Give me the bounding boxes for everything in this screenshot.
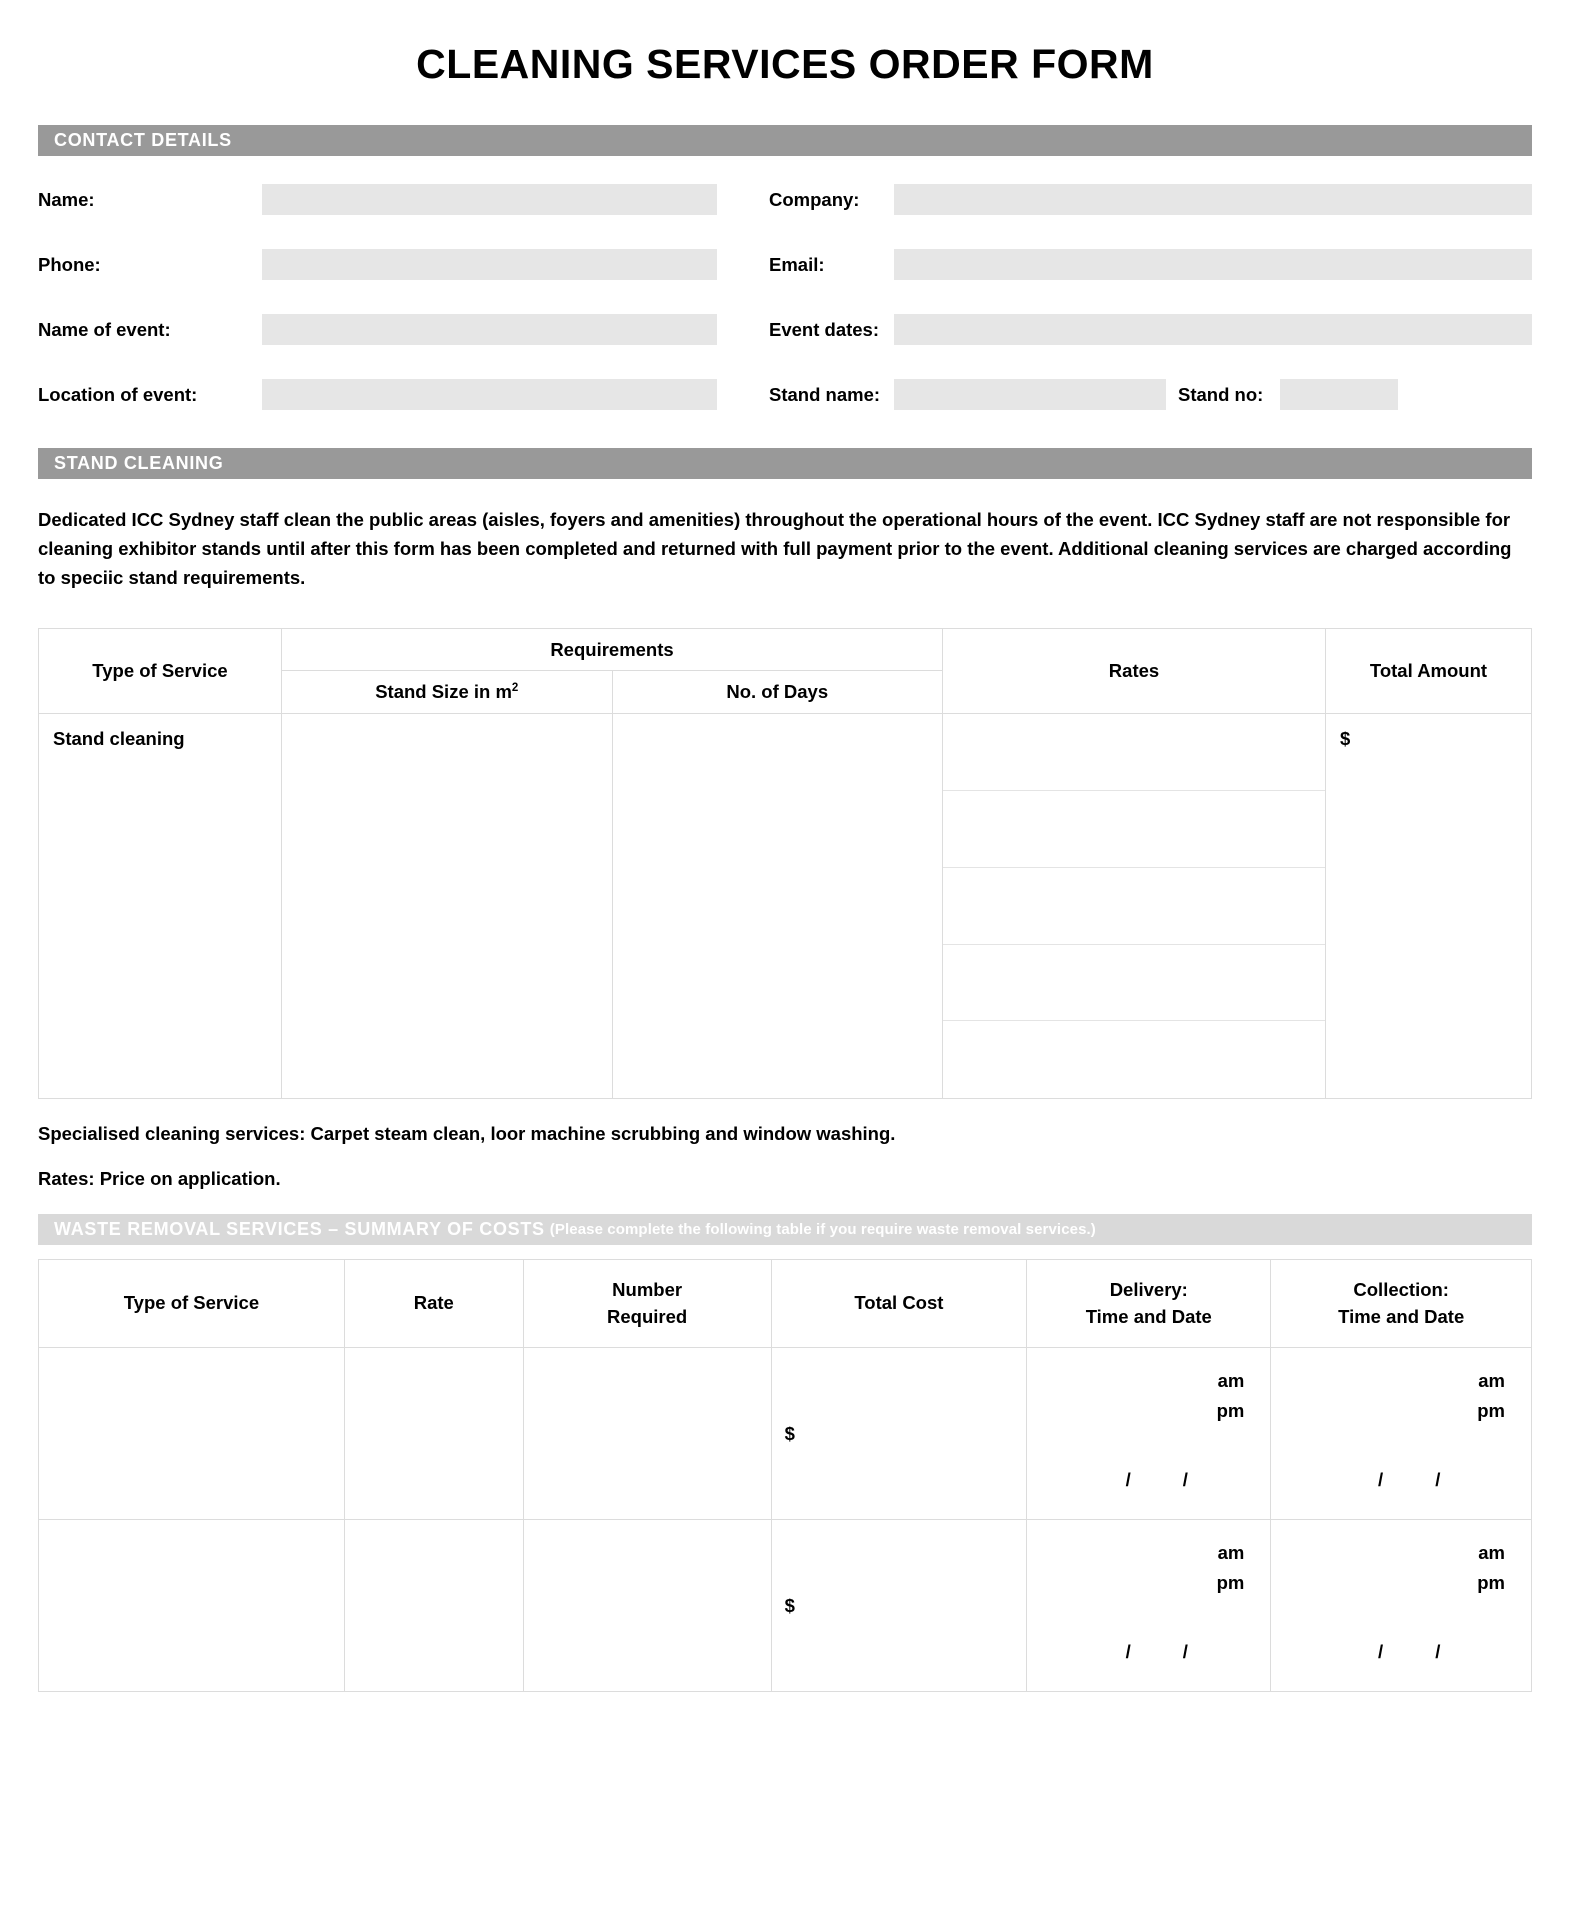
col-header-stand-size-text: Stand Size in m [375,681,512,703]
col-header-waste-delivery [1027,1260,1271,1348]
collection-pm-label[interactable]: pm [1477,1400,1505,1422]
cell-waste-number-required-input[interactable] [523,1348,771,1520]
rate-slot-4[interactable] [943,945,1325,1022]
cell-no-of-days-input[interactable] [612,714,943,1099]
section-header-waste-removal-note: (Please complete the following table if you require waste removal services.) [549,1221,1096,1239]
input-stand-name[interactable] [894,379,1166,410]
input-name-of-event[interactable] [262,314,717,345]
rate-slot-5[interactable] [943,1021,1325,1098]
page-title: CLEANING SERVICES ORDER FORM [416,41,1154,87]
delivery-date-separators [1027,1641,1270,1663]
cell-waste-type-of-service-input[interactable] [39,1520,345,1692]
contact-row-location-stand [38,377,1532,412]
waste-removal-table-body [39,1348,1532,1692]
delivery-am-label[interactable]: am [1217,1370,1245,1392]
col-header-requirements: Requirements [282,629,943,671]
delivery-ampm-group [1217,1366,1245,1426]
contact-row-phone-email [38,247,1532,282]
cell-waste-delivery-time-date[interactable] [1027,1348,1271,1520]
table-header-row [39,629,1532,671]
input-name[interactable] [262,184,717,215]
collection-date-slash-2: / [1435,1641,1441,1663]
collection-am-label[interactable]: am [1478,1542,1505,1564]
col-header-stand-size-superscript: 2 [511,682,519,695]
contact-row-name-company [38,182,1532,217]
col-header-no-of-days: No. of Days [612,671,943,714]
col-header-number-line1: Number [612,1278,683,1300]
input-stand-no[interactable] [1280,379,1398,410]
col-header-collection-line2: Time and Date [1338,1305,1465,1327]
collection-ampm-group [1477,1538,1505,1598]
currency-symbol: $ [1340,728,1351,750]
section-header-contact-details [38,125,1532,156]
cell-waste-rate-input[interactable] [344,1520,523,1692]
col-header-total-amount: Total Amount [1326,629,1532,714]
delivery-ampm-group [1217,1538,1245,1598]
cell-waste-total-cost-input[interactable] [771,1348,1027,1520]
col-header-delivery-line1: Delivery: [1109,1278,1188,1300]
label-stand-name: Stand name: [769,383,881,405]
input-event-dates[interactable] [894,314,1532,345]
collection-date-separators [1271,1469,1531,1491]
collection-am-label[interactable]: am [1478,1370,1505,1392]
cell-waste-collection-time-date[interactable] [1271,1520,1532,1692]
stand-cleaning-table [38,628,1532,1099]
collection-date-slash-1: / [1378,1641,1384,1663]
col-header-rates: Rates [943,629,1326,714]
currency-symbol: $ [784,1594,795,1616]
section-header-stand-cleaning-label: STAND CLEANING [54,453,224,474]
cell-type-of-service: Stand cleaning [39,714,282,1099]
col-header-waste-type-of-service: Type of Service [39,1260,345,1348]
cell-stand-size-input[interactable] [282,714,613,1099]
col-header-collection-line1: Collection: [1353,1278,1449,1300]
stand-cleaning-table-head [39,629,1532,714]
collection-pm-label[interactable]: pm [1477,1572,1505,1594]
table-row [39,714,1532,1099]
label-stand-no: Stand no: [1178,383,1264,405]
delivery-date-slash-1: / [1125,1469,1131,1491]
section-header-waste-removal-label: WASTE REMOVAL SERVICES – SUMMARY OF COSTS [54,1219,545,1240]
col-header-waste-total-cost: Total Cost [771,1260,1027,1348]
col-header-waste-number-required [523,1260,771,1348]
cell-waste-collection-time-date[interactable] [1271,1348,1532,1520]
col-header-stand-size [282,671,613,714]
table-row [39,1348,1532,1520]
delivery-date-slash-1: / [1125,1641,1131,1663]
note-specialised-cleaning: Specialised cleaning services: Carpet steam clean, loor machine scrubbing and window washing. [38,1123,896,1145]
collection-date-separators [1271,1641,1531,1663]
currency-symbol: $ [784,1422,795,1444]
contact-details-grid [38,156,1532,412]
rate-slot-3[interactable] [943,868,1325,945]
section-header-stand-cleaning [38,448,1532,479]
delivery-pm-label[interactable]: pm [1216,1400,1245,1422]
cell-waste-delivery-time-date[interactable] [1027,1520,1271,1692]
delivery-date-slash-2: / [1182,1469,1188,1491]
label-event-dates: Event dates: [769,318,880,340]
stand-cleaning-description: Dedicated ICC Sydney staff clean the public areas (aisles, foyers and amenities) throughout the operational hours of the event. ICC Sydney staff are not responsible for cleaning exhibitor stands until after this form has been completed and returned with full payment prior to the event. Additional cleaning services are charged according to speciic stand requirements. [38,509,1512,589]
label-name-of-event: Name of event: [38,318,171,340]
collection-date-slash-2: / [1435,1469,1441,1491]
cell-waste-number-required-input[interactable] [523,1520,771,1692]
label-name: Name: [38,188,95,210]
input-email[interactable] [894,249,1532,280]
cell-waste-total-cost-input[interactable] [771,1520,1027,1692]
section-header-waste-removal [38,1214,1532,1245]
input-location-of-event[interactable] [262,379,717,410]
table-row [39,1520,1532,1692]
rate-slot-1[interactable] [943,714,1325,791]
note-rates-price-on-application: Rates: Price on application. [38,1167,281,1189]
rate-slot-2[interactable] [943,791,1325,868]
col-header-waste-rate: Rate [344,1260,523,1348]
section-header-contact-details-label: CONTACT DETAILS [54,130,232,151]
delivery-am-label[interactable]: am [1217,1542,1245,1564]
waste-removal-table-head [39,1260,1532,1348]
stand-cleaning-table-body [39,714,1532,1099]
col-header-delivery-line2: Time and Date [1085,1305,1212,1327]
contact-row-event-name-dates [38,312,1532,347]
cell-total-amount-input[interactable] [1326,714,1532,1099]
cell-rates-group [943,714,1326,1099]
input-phone[interactable] [262,249,717,280]
cell-waste-rate-input[interactable] [344,1348,523,1520]
col-header-number-line2: Required [607,1305,688,1327]
col-header-type-of-service: Type of Service [39,629,282,714]
label-company: Company: [769,188,860,210]
label-email: Email: [769,253,825,275]
input-company[interactable] [894,184,1532,215]
collection-date-slash-1: / [1378,1469,1384,1491]
delivery-date-slash-2: / [1182,1641,1188,1663]
table-header-row [39,1260,1532,1348]
col-header-waste-collection [1271,1260,1532,1348]
label-location-of-event: Location of event: [38,383,198,405]
delivery-date-separators [1027,1469,1270,1491]
collection-ampm-group [1477,1366,1505,1426]
cell-waste-type-of-service-input[interactable] [39,1348,345,1520]
waste-removal-table [38,1259,1532,1692]
label-phone: Phone: [38,253,101,275]
delivery-pm-label[interactable]: pm [1216,1572,1245,1594]
